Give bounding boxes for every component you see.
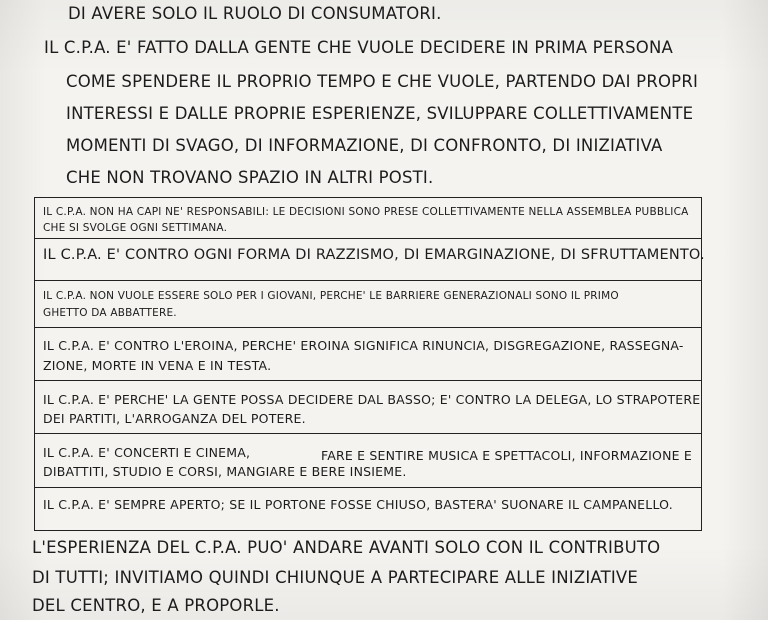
statement-1-line-2: CHE SI SVOLGE OGNI SETTIMANA. (43, 222, 228, 234)
statement-6-line-2: DIBATTITI, STUDIO E CORSI, MANGIARE E BERE INSIEME. (43, 464, 407, 479)
divider (35, 238, 701, 239)
statement-1-line-1: IL C.P.A. NON HA CAPI NE' RESPONSABILI: LE DECISIONI SONO PRESE COLLETTIVAMENTE NELLA ASSEMBLEA PUBBLICA (43, 206, 689, 218)
statement-2-line-1: IL C.P.A. E' CONTRO OGNI FORMA DI RAZZISMO, DI EMARGINAZIONE, DI SFRUTTAMENTO. (43, 247, 705, 263)
intro-line-2: IL C.P.A. E' FATTO DALLA GENTE CHE VUOLE DECIDERE IN PRIMA PERSONA (44, 38, 674, 57)
intro-line-4: INTERESSI E DALLE PROPRIE ESPERIENZE, SVILUPPARE COLLETTIVAMENTE (66, 104, 694, 123)
divider (35, 380, 701, 381)
divider (35, 433, 701, 434)
statement-5-line-2: DEI PARTITI, L'ARROGANZA DEL POTERE. (43, 411, 306, 426)
statement-7-line-1: IL C.P.A. E' SEMPRE APERTO; SE IL PORTONE FOSSE CHIUSO, BASTERA' SUONARE IL CAMPANELLO. (43, 497, 673, 512)
intro-line-3: COME SPENDERE IL PROPRIO TEMPO E CHE VUOLE, PARTENDO DAI PROPRI (66, 72, 699, 91)
outro-line-3: DEL CENTRO, E A PROPORLE. (32, 596, 280, 615)
statement-6-line-1a: IL C.P.A. E' CONCERTI E CINEMA, (43, 445, 251, 460)
intro-line-1: DI AVERE SOLO IL RUOLO DI CONSUMATORI. (68, 4, 442, 23)
divider (35, 327, 701, 328)
intro-line-5: MOMENTI DI SVAGO, DI INFORMAZIONE, DI CONFRONTO, DI INIZIATIVA (66, 136, 663, 155)
statement-4-line-2: ZIONE, MORTE IN VENA E IN TESTA. (43, 358, 272, 373)
statement-3-line-2: GHETTO DA ABBATTERE. (43, 307, 177, 319)
outro-line-2: DI TUTTI; INVITIAMO QUINDI CHIUNQUE A PARTECIPARE ALLE INIZIATIVE (32, 568, 639, 587)
statements-box (34, 197, 705, 531)
divider (35, 280, 701, 281)
statement-5-line-1: IL C.P.A. E' PERCHE' LA GENTE POSSA DECIDERE DAL BASSO; E' CONTRO LA DELEGA, LO STRAPOTERE (43, 392, 701, 407)
intro-line-6: CHE NON TROVANO SPAZIO IN ALTRI POSTI. (66, 168, 434, 187)
outro-line-1: L'ESPERIENZA DEL C.P.A. PUO' ANDARE AVANTI SOLO CON IL CONTRIBUTO (32, 538, 661, 557)
statement-4-line-1: IL C.P.A. E' CONTRO L'EROINA, PERCHE' EROINA SIGNIFICA RINUNCIA, DISGREGAZIONE, RASSEGNA- (43, 338, 684, 353)
divider (35, 487, 701, 488)
statement-6-line-1b: FARE E SENTIRE MUSICA E SPETTACOLI, INFORMAZIONE E (321, 448, 693, 463)
statement-3-line-1: IL C.P.A. NON VUOLE ESSERE SOLO PER I GIOVANI, PERCHE' LE BARRIERE GENERAZIONALI SONO IL PRIMO (43, 290, 619, 302)
